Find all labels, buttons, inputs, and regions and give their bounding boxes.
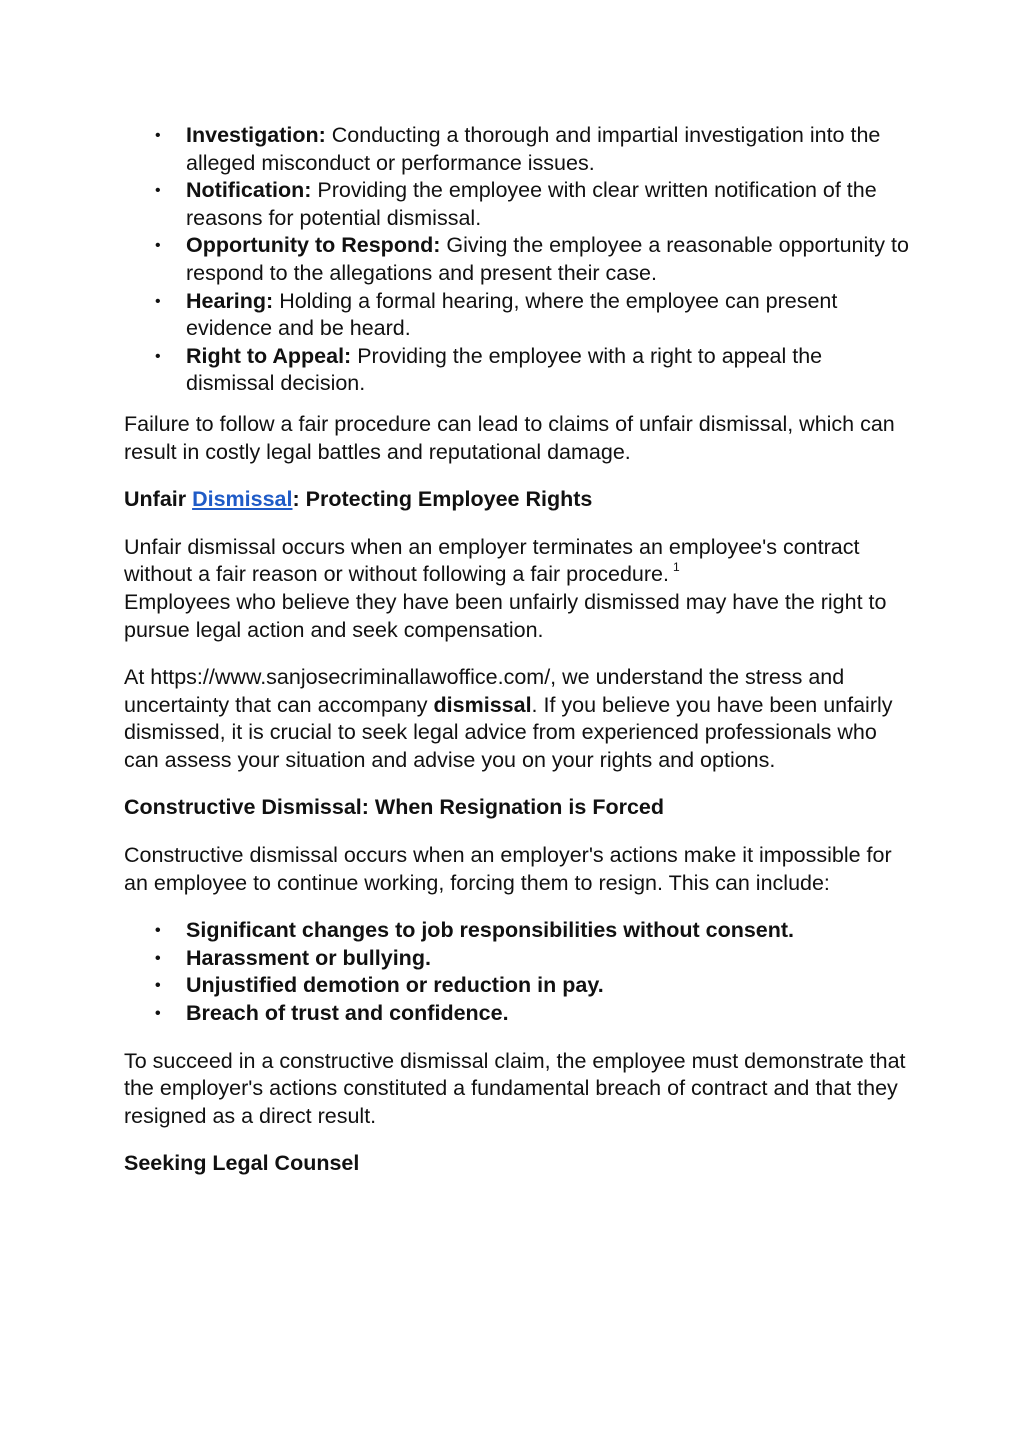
list-item-text: Providing the employee with clear written notification of the reasons for potential dismissal. (186, 178, 877, 230)
list-item (155, 945, 914, 973)
list-item-text: Unjustified demotion or reduction in pay. (186, 973, 604, 998)
list-item-text: Conducting a thorough and impartial investigation into the alleged misconduct or performance issues. (186, 123, 881, 175)
list-item-term: Notification: (186, 178, 312, 203)
list-item (155, 343, 914, 398)
list-item-text: Giving the employee a reasonable opportunity to respond to the allegations and present their case. (186, 233, 909, 285)
list-item (155, 1000, 914, 1028)
bullet-icon: • (155, 182, 161, 200)
list-item (155, 972, 914, 1000)
list-item (155, 288, 914, 343)
heading-suffix: : Protecting Employee Rights (292, 487, 593, 512)
constructive-paragraph: Constructive dismissal occurs when an employer's actions make it impossible for an employee to continue working, forcing them to resign. This can include: (124, 843, 892, 895)
list-item-text: Harassment or bullying. (186, 945, 431, 970)
paragraph-text: . If you believe you have been unfairly dismissed, it is crucial to seek legal advice from experienced professionals who can assess your situation and advise you on your rights and options. (124, 692, 893, 772)
list-item-term: Investigation: (186, 123, 326, 147)
bullet-icon: • (155, 977, 161, 995)
paragraph-text: At https://www.sanjosecriminallawoffice.com/, we understand the stress and uncertainty that can accompany (124, 665, 845, 717)
bullet-icon: • (155, 237, 161, 255)
dismissal-link[interactable]: Dismissal (192, 487, 293, 512)
list-item-text: Holding a formal hearing, where the employee can present evidence and be heard. (186, 288, 838, 341)
failure-paragraph: Failure to follow a fair procedure can lead to claims of unfair dismissal, which can result in costly legal battles and reputational damage. (124, 411, 895, 464)
list-item (155, 122, 914, 177)
list-item-term: Opportunity to Respond: (186, 233, 441, 258)
bullet-icon: • (155, 1005, 161, 1023)
list-item-term: Right to Appeal: (186, 343, 352, 368)
unfair-dismissal-heading (124, 486, 914, 514)
procedure-list (124, 122, 914, 398)
bullet-icon: • (155, 127, 161, 144)
legal-counsel-heading: Seeking Legal Counsel (124, 1151, 360, 1176)
list-item (155, 917, 914, 945)
constructive-dismissal-heading: Constructive Dismissal: When Resignation is Forced (124, 795, 664, 820)
list-item (155, 232, 914, 287)
bullet-icon: • (155, 347, 161, 365)
bullet-icon: • (155, 922, 161, 940)
office-paragraph (124, 664, 914, 774)
paragraph-text: Employees who believe they have been unfairly dismissed may have the right to pursue legal action and seek compensation. (124, 589, 887, 642)
heading-prefix: Unfair (124, 487, 193, 512)
footnote-marker: 1 (672, 560, 680, 575)
list-item-term: Hearing: (186, 288, 274, 313)
list-item-text: Breach of trust and confidence. (186, 1001, 509, 1026)
succeed-paragraph: To succeed in a constructive dismissal claim, the employee must demonstrate that the employer's actions constituted a fundamental breach of contract and that they resigned as a direct result. (124, 1048, 906, 1128)
list-item-text: Providing the employee with a right to appeal the dismissal decision. (186, 343, 823, 396)
list-item-text: Significant changes to job responsibilities without consent. (186, 918, 795, 943)
constructive-list (124, 917, 914, 1027)
bold-keyword: dismissal (433, 692, 532, 717)
bullet-icon: • (155, 949, 161, 967)
list-item (155, 177, 914, 232)
bullet-icon: • (155, 292, 161, 310)
paragraph-text: Unfair dismissal occurs when an employer terminates an employee's contract without a fair reason or without following a fair procedure. (124, 534, 860, 587)
document-page (124, 122, 914, 1198)
unfair-dismissal-paragraph (124, 534, 914, 644)
